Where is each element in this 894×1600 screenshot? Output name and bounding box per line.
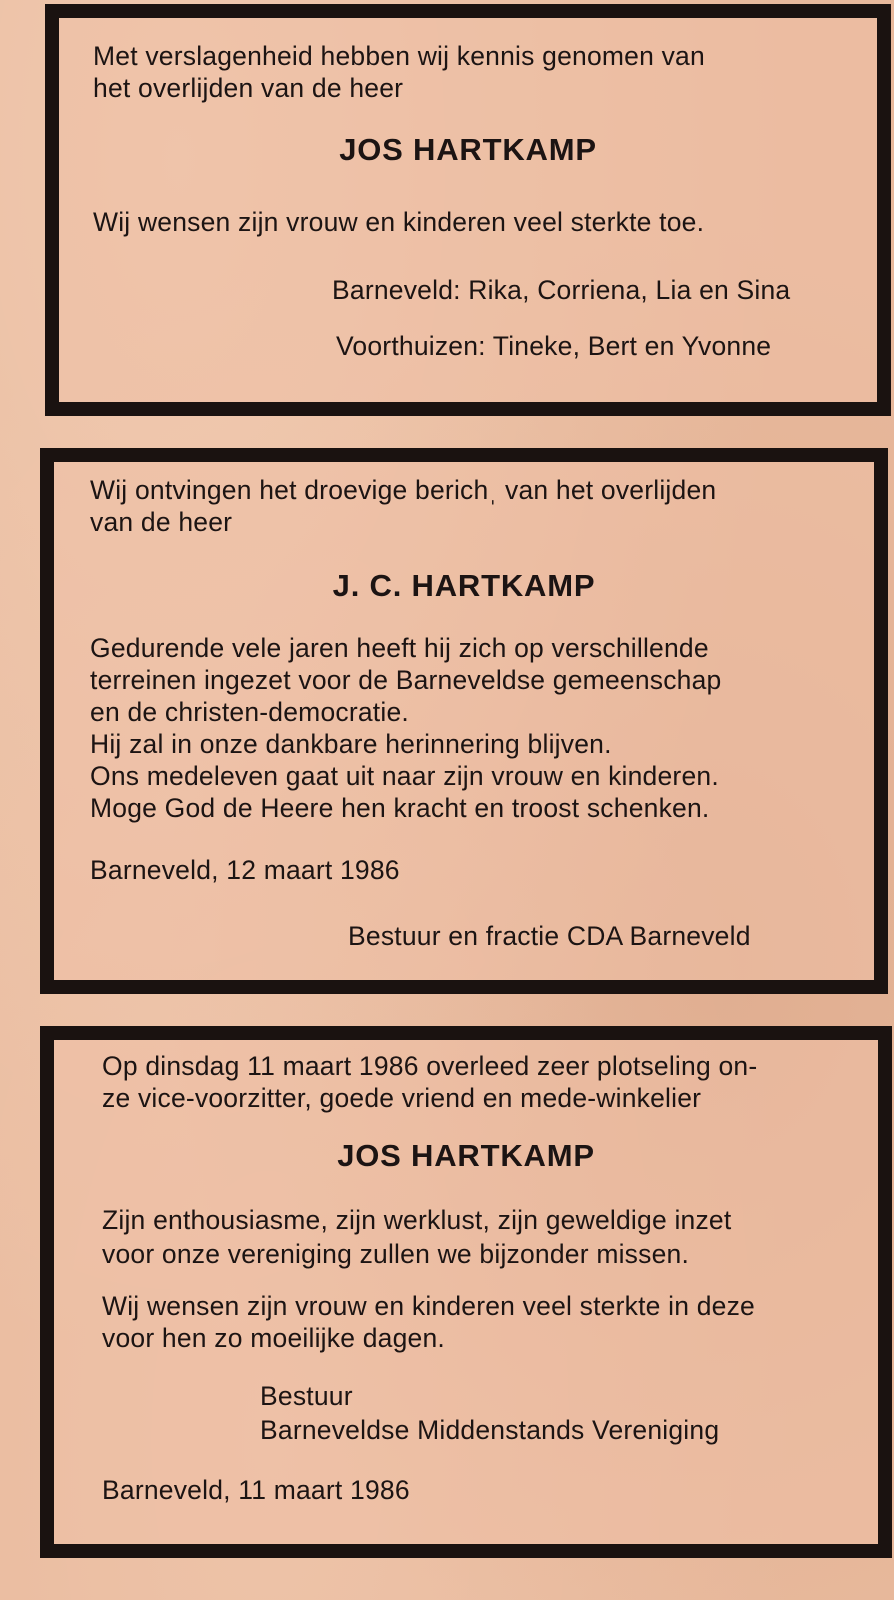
notice-2-body-line-5: Ons medeleven gaat uit naar zijn vrouw en kinderen. — [90, 761, 719, 791]
notice-3-place-date: Barneveld, 11 maart 1986 — [102, 1475, 410, 1505]
notice-3-signature-line-2: Barneveldse Middenstands Vereniging — [260, 1415, 720, 1445]
condolence-notice-2 — [40, 448, 888, 994]
notice-2-body-line-4: Hij zal in onze dankbare herinnering blijven. — [90, 729, 612, 759]
notice-3-paragraph-2-line-1: Wij wensen zijn vrouw en kinderen veel sterkte in deze — [102, 1291, 755, 1321]
notice-1-signature-barneveld: Barneveld: Rika, Corriena, Lia en Sina — [332, 275, 791, 305]
notice-2-body-line-6: Moge God de Heere hen kracht en troost schenken. — [90, 793, 710, 823]
condolence-notice-3 — [40, 1026, 892, 1558]
notice-1-message: Wij wensen zijn vrouw en kinderen veel sterkte toe. — [93, 207, 705, 237]
notice-3-deceased-name: JOS HARTKAMP — [337, 1138, 595, 1173]
notice-2-signature: Bestuur en fractie CDA Barneveld — [348, 921, 751, 951]
notice-1-deceased-name: JOS HARTKAMP — [339, 132, 597, 167]
notice-3-paragraph-1-line-1: Zijn enthousiasme, zijn werklust, zijn geweldige inzet — [102, 1205, 732, 1235]
condolence-notice-1 — [45, 4, 891, 416]
notice-3-intro-line-1: Op dinsdag 11 maart 1986 overleed zeer plotseling on- — [102, 1051, 758, 1081]
notice-2-intro-line-1: Wij ontvingen het droevige berichˌ van het overlijden — [90, 475, 717, 505]
notice-2-body-line-1: Gedurende vele jaren heeft hij zich op verschillende — [90, 633, 709, 663]
notice-2-body-line-3: en de christen-democratie. — [90, 697, 409, 727]
notice-2-place-date: Barneveld, 12 maart 1986 — [90, 855, 400, 885]
notice-3-paragraph-1-line-2: voor onze vereniging zullen we bijzonder missen. — [102, 1239, 690, 1269]
notice-1-intro-line-1: Met verslagenheid hebben wij kennis genomen van — [93, 41, 705, 71]
notice-1-intro-line-2: het overlijden van de heer — [93, 73, 404, 103]
notice-3-signature-line-1: Bestuur — [260, 1381, 353, 1411]
notice-2-intro-line-2: van de heer — [90, 507, 233, 537]
notice-3-intro-line-2: ze vice-voorzitter, goede vriend en mede-winkelier — [102, 1083, 702, 1113]
notice-3-paragraph-2-line-2: voor hen zo moeilijke dagen. — [102, 1323, 445, 1353]
notice-2-body-line-2: terreinen ingezet voor de Barneveldse gemeenschap — [90, 665, 722, 695]
notice-1-signature-voorthuizen: Voorthuizen: Tineke, Bert en Yvonne — [336, 331, 772, 361]
notice-2-deceased-name: J. C. HARTKAMP — [332, 568, 596, 603]
